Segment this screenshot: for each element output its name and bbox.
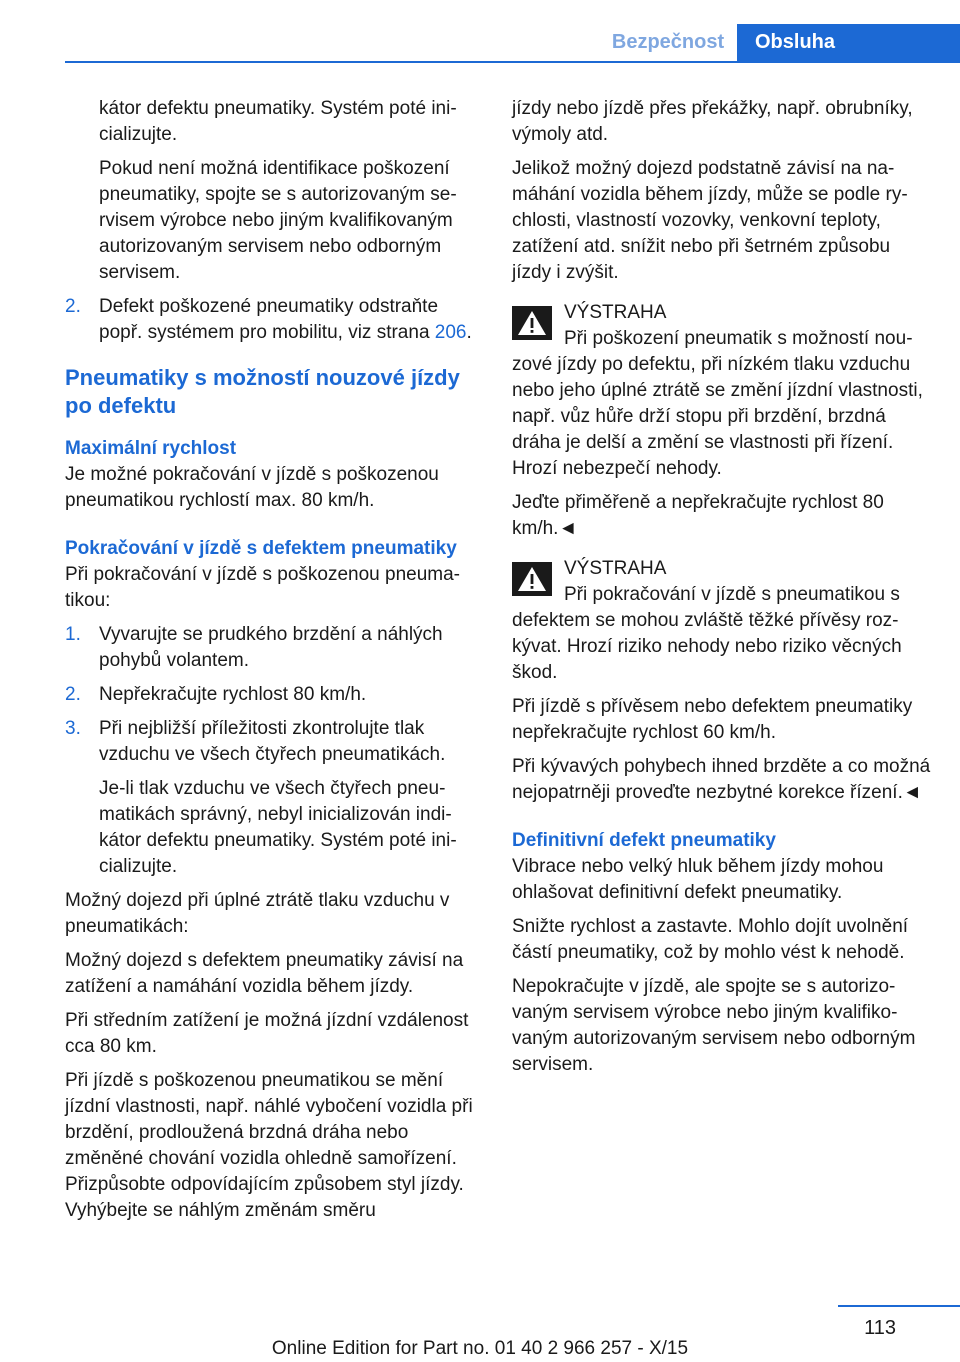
paragraph: Je-li tlak vzduchu ve všech čtyřech pneumatikách správný, nebyl inicializován indikátor defektu pneumatiky. Systém poté inicializujte.: [99, 778, 457, 877]
warning-label: VÝSTRAHA: [564, 558, 667, 579]
right-column: [512, 96, 932, 1086]
header-rule: [65, 61, 960, 63]
subsection-title: Maximální rychlost: [65, 438, 237, 459]
list-number: 1.: [65, 624, 81, 645]
edition-footer: Online Edition for Part no. 01 40 2 966 257 - X/15: [271, 1338, 689, 1359]
paragraph: Při jízdě s přívěsem nebo defektem pneumatiky nepřekračujte rychlost 60 km/h.: [512, 696, 913, 743]
warning-triangle-icon: [512, 562, 552, 596]
paragraph: Vibrace nebo velký hluk během jízdy mohou ohlašovat definitivní defekt pneumatiky.: [512, 856, 884, 903]
paragraph: kátor defektu pneumatiky. Systém poté inicializujte.: [99, 98, 457, 145]
list-item: [65, 682, 483, 708]
list-text-end: .: [466, 322, 472, 343]
paragraph: Možný dojezd s defektem pneumatiky závisí na zatížení a namáhání vozidla během jízdy.: [65, 950, 464, 997]
warning-block: [512, 556, 932, 806]
paragraph: Je možné pokračování v jízdě s poškozenou pneumatikou rychlostí max. 80 km/h.: [65, 464, 439, 511]
paragraph: Snižte rychlost a zastavte. Mohlo dojít uvolnění částí pneumatiky, což by mohlo vést k nehodě.: [512, 916, 909, 963]
subsection-title: Pokračování v jízdě s defektem pneumatiky: [65, 538, 457, 559]
warning-block: [512, 300, 932, 542]
paragraph: Jelikož možný dojezd podstatně závisí na namáhání vozidla během jízdy, může se podle rychlosti, vlastností vozovky, venkovní teploty, zatížení atd. snížit nebo při šetrném způsobu jízdy i zvýšit.: [512, 158, 908, 283]
footer-rule: [838, 1305, 960, 1307]
tab-obsluha[interactable]: Obsluha: [737, 24, 960, 63]
page-number: 113: [864, 1317, 896, 1339]
warning-text: Při poškození pneumatik s možností nouzové jízdy po defektu, při nízkém tlaku vzduchu nebo jeho úplné ztrátě se změní jízdní vlastnosti, např. vůz hůře drží stopu při brzdění, brzdná dráha je delší a změní se vlastnosti při řízení. Hrozí nebezpečí nehody.: [512, 328, 923, 479]
paragraph: Nepokračujte v jízdě, ale spojte se s autorizovaným servisem výrobce nebo jiným kvalifikovaným autorizovaným servisem nebo odborným servisem.: [512, 976, 916, 1075]
list-text: Při nejbližší příležitosti zkontrolujte tlak vzduchu ve všech čtyřech pneumatikách.: [99, 718, 446, 765]
list-number: 3.: [65, 718, 81, 739]
paragraph: Jeďte přiměřeně a nepřekračujte rychlost 80 km/h.◄: [512, 492, 884, 539]
warning-text: Při pokračování v jízdě s pneumatikou s defektem se mohou zvláště těžké přívěsy rozkývat. Hrozí riziko nehody nebo riziko věcných škod.: [512, 584, 902, 683]
warning-triangle-icon: [512, 306, 552, 340]
page-header: [0, 24, 960, 62]
left-column: [65, 96, 483, 1232]
list-text: Vyvarujte se prudkého brzdění a náhlých pohybů volantem.: [99, 624, 443, 671]
list-item: [65, 622, 483, 674]
list-text: Defekt poškozené pneumatiky odstraňte popř. systémem pro mobilitu, viz strana: [99, 296, 439, 343]
paragraph: Možný dojezd při úplné ztrátě tlaku vzduchu v pneumatikách:: [65, 890, 450, 937]
list-item: [65, 294, 483, 346]
list-item: [65, 716, 483, 768]
list-number: 2.: [65, 684, 81, 705]
list-text: Nepřekračujte rychlost 80 km/h.: [99, 684, 367, 705]
paragraph: Při jízdě s poškozenou pneumatikou se mění jízdní vlastnosti, např. náhlé vybočení vozidla při brzdění, prodloužená brzdná dráha nebo změněné chování vozidla ohledně samořízení. Přizpůsobte odpovídajícím způsobem styl jízdy. Vyhýbejte se náhlým změnám směru: [65, 1070, 473, 1221]
tab-bezpecnost[interactable]: Bezpečnost: [611, 31, 725, 53]
subsection-title: Definitivní defekt pneumatiky: [512, 830, 776, 851]
paragraph: Při středním zatížení je možná jízdní vzdálenost cca 80 km.: [65, 1010, 469, 1057]
paragraph: jízdy nebo jízdě přes překážky, např. obrubníky, výmoly atd.: [512, 98, 913, 145]
paragraph: Při pokračování v jízdě s poškozenou pneumatikou:: [65, 564, 460, 611]
section-title: Pneumatiky s možností nouzové jízdy po defektu: [65, 365, 460, 418]
list-number: 2.: [65, 296, 81, 317]
page-link[interactable]: 206: [434, 322, 467, 343]
warning-label: VÝSTRAHA: [564, 302, 667, 323]
paragraph: Pokud není možná identifikace poškození pneumatiky, spojte se s autorizovaným servisem výrobce nebo jiným kvalifikovaným autorizovaným servisem nebo odborným servisem.: [99, 158, 457, 283]
paragraph: Při kývavých pohybech ihned brzděte a co možná nejopatrněji proveďte nezbytné korekce řízení.◄: [512, 756, 931, 803]
